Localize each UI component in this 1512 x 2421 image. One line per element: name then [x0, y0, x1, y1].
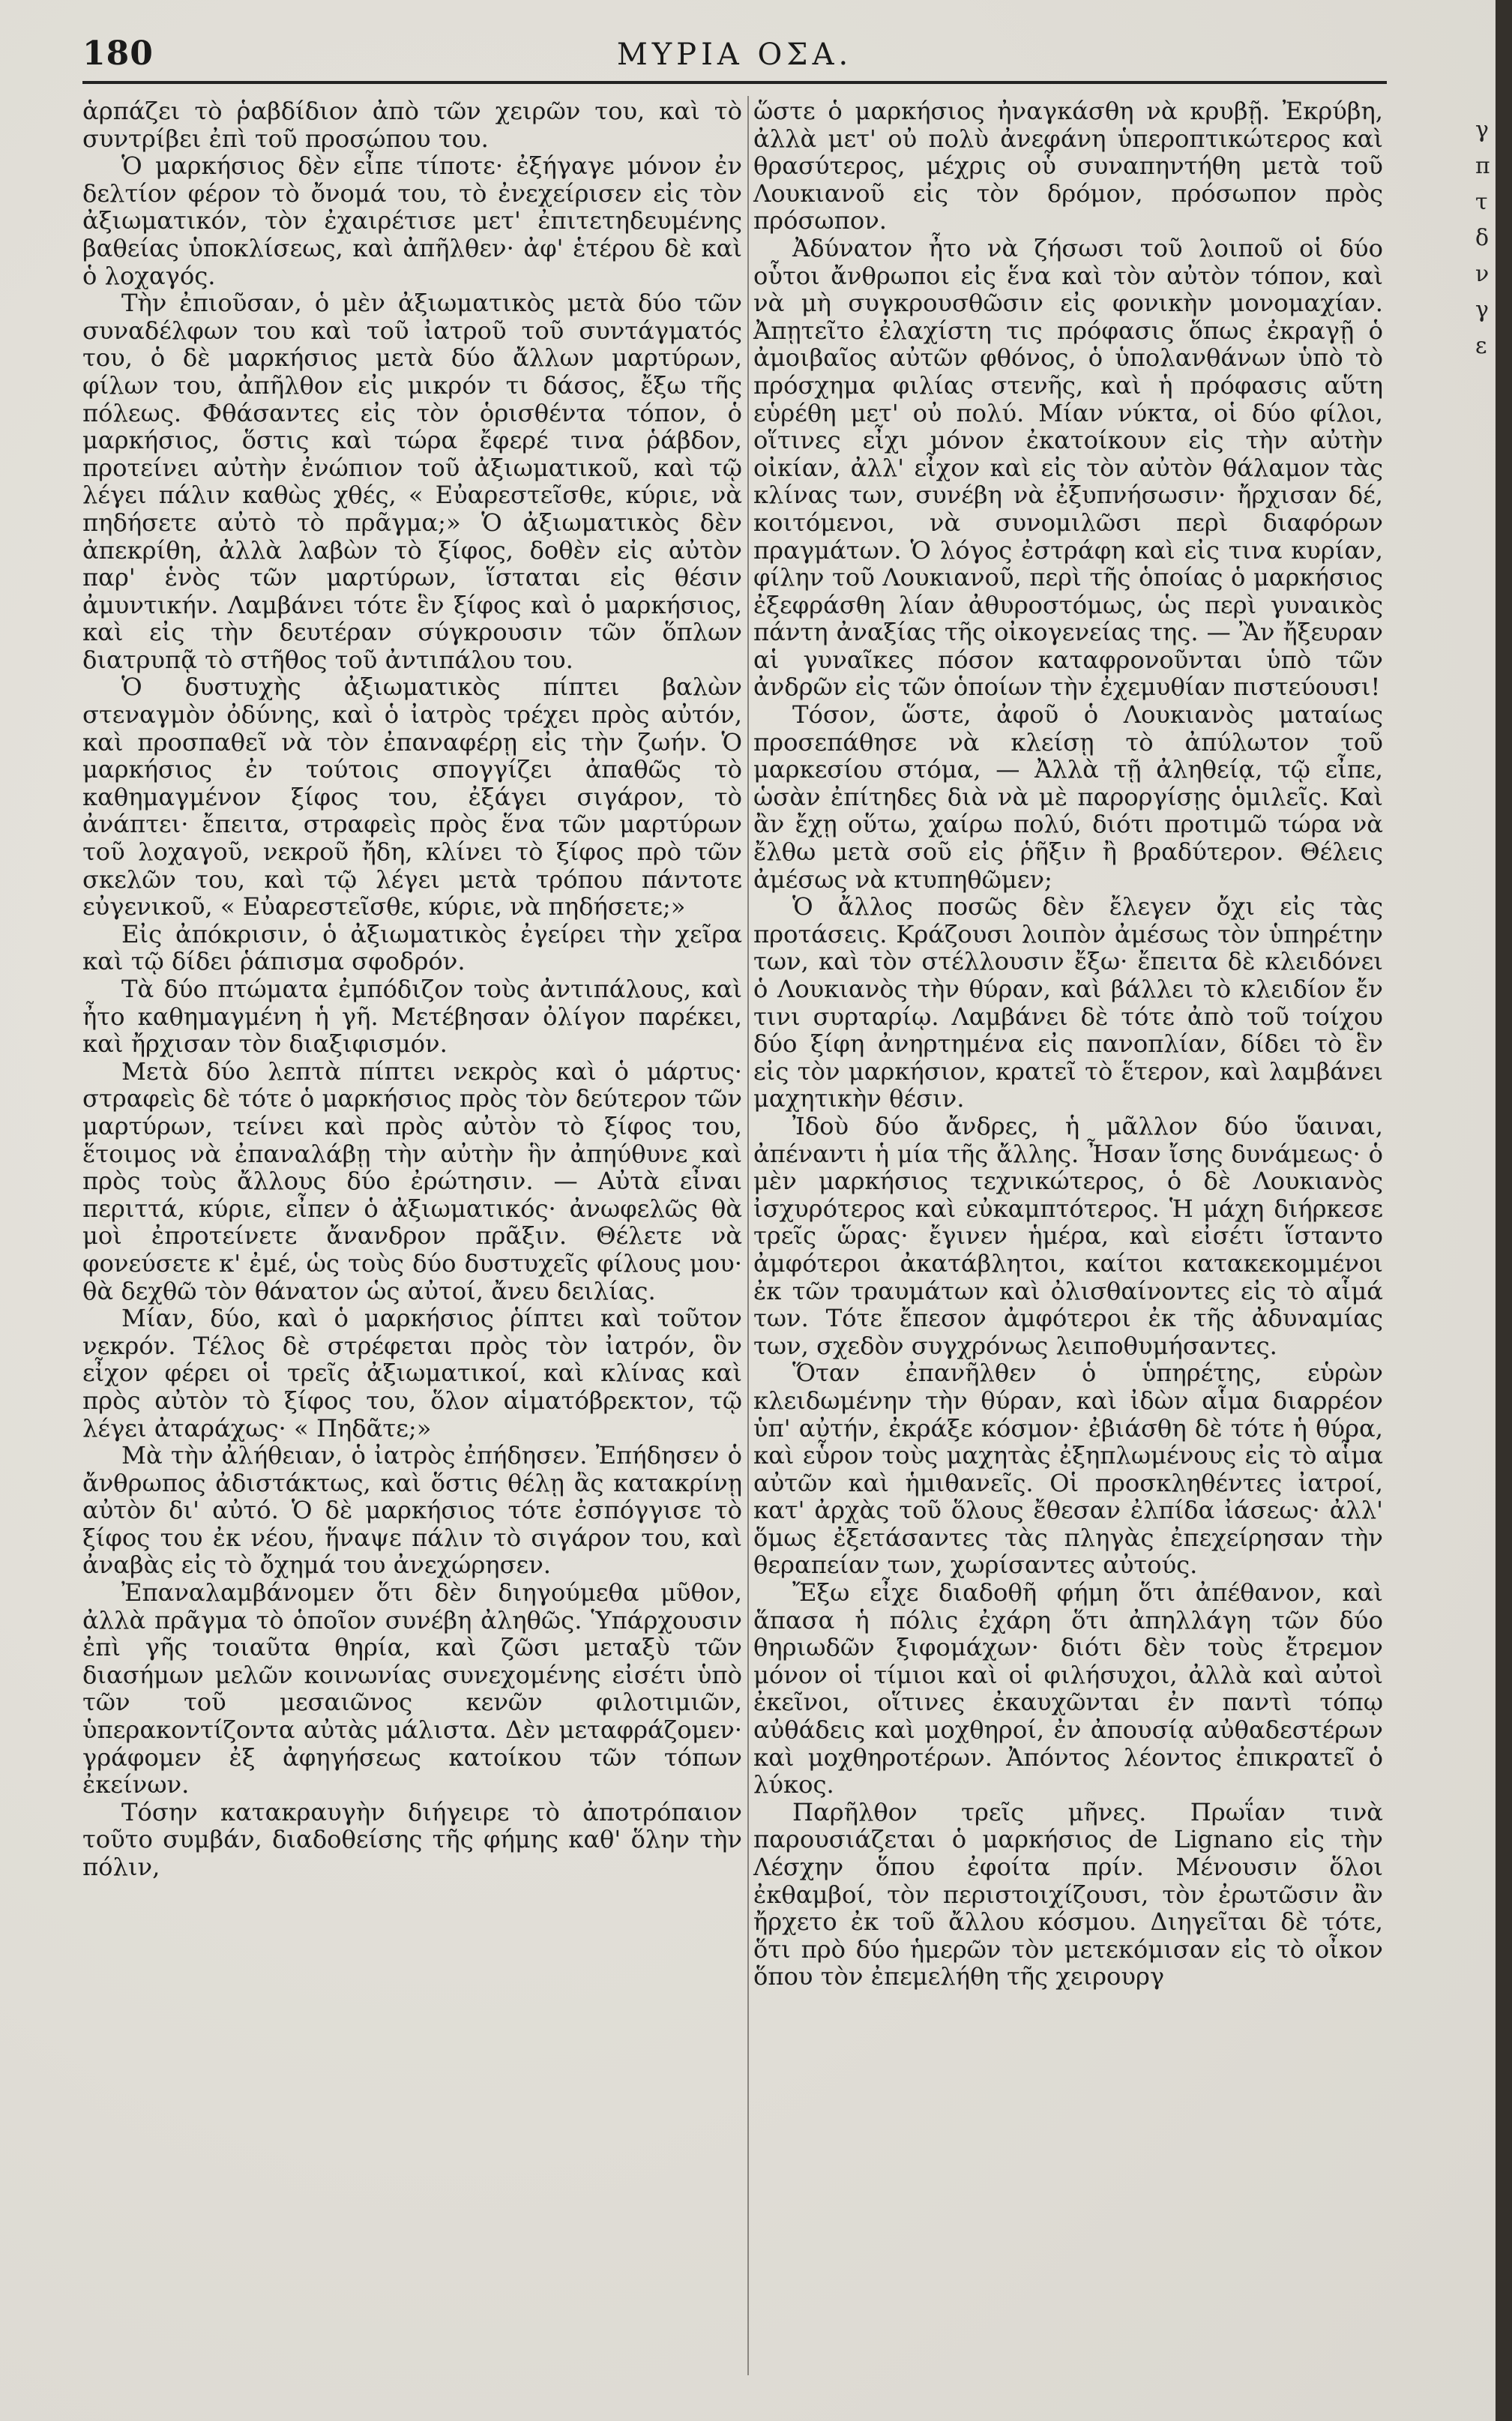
paragraph: Τόσην κατακραυγὴν διήγειρε τὸ ἀποτρόπαιον τοῦτο συμβάν, διαδοθείσης τῆς φήμης καθ' ὅλην τὴν πόλιν, — [82, 1797, 742, 1881]
paragraph: Ὁ ἄλλος ποσῶς δὲν ἔλεγεν ὄχι εἰς τὰς προτάσεις. Κράζουσι λοιπὸν ἀμέσως τὸν ὑπηρέτην των, καὶ τὸν στέλλουσιν ἔξω· ἔπειτα δὲ κλειδόνει ὁ Λουκιανὸς τὴν θύραν, καὶ βάλλει τὸ κλειδίον ἔν τινι συρταρίῳ. Λαμβάνει δὲ τότε ἀπὸ τοῦ τοίχου δύο ξίφη ἀνηρτημένα εἰς πανοπλίαν, δίδει τὸ ἓν εἰς τὸν μαρκήσιον, κρατεῖ τὸ ἕτερον, καὶ λαμβάνει μαχητικὴν θέσιν. — [753, 892, 1383, 1113]
left-column — [82, 97, 742, 1881]
paragraph: Μίαν, δύο, καὶ ὁ μαρκήσιος ῥίπτει καὶ τοῦτον νεκρόν. Τέλος δὲ στρέφεται πρὸς τὸν ἰατρόν, ὃν εἶχον φέρει οἱ τρεῖς ἀξιωματικοί, καὶ κλίνας καὶ πρὸς αὐτὸν τὸ ξίφος του, ὅλον αἱματόβρεκτον, τῷ λέγει ἀταράχως· « Πηδᾶτε;» — [82, 1304, 742, 1443]
paragraph: ὥστε ὁ μαρκήσιος ἠναγκάσθη νὰ κρυβῇ. Ἐκρύβη, ἀλλὰ μετ' οὐ πολὺ ἀνεφάνη ὑπεροπτικώτερος καὶ θρασύτερος, μέχρις οὗ συναπηντήθη μετὰ τοῦ Λουκιανοῦ εἰς τὸν δρόμον, πρόσωπον πρὸς πρόσωπον. — [753, 97, 1383, 235]
paragraph: Παρῆλθον τρεῖς μῆνες. Πρωΐαν τινὰ παρουσιάζεται ὁ μαρκήσιος de Lignano εἰς τὴν Λέσχην ὅπου ἐφοίτα πρίν. Μένουσιν ὅλοι ἐκθαμβοί, τὸν περιστοιχίζουσι, τὸν ἐρωτῶσιν ἂν ἤρχετο ἐκ τοῦ ἄλλου κόσμου. Διηγεῖται δὲ τότε, ὅτι πρὸ δύο ἡμερῶν τὸν μετεκόμισαν εἰς τὸ οἶκον ὅπου τὸν ἐπεμελήθη τῆς χειρουργ — [753, 1797, 1383, 1991]
paragraph: Μετὰ δύο λεπτὰ πίπτει νεκρὸς καὶ ὁ μάρτυς· στραφεὶς δὲ τότε ὁ μαρκήσιος πρὸς τὸν δεύτερον τῶν μαρτύρων, τείνει καὶ πρὸς αὐτὸν τὸ ξίφος του, ἕτοιμος νὰ ἐπαναλάβῃ τὴν αὐτὴν ἣν ἀπηύθυνε καὶ πρὸς τοὺς ἄλλους δύο ἐρώτησιν. — Αὐτὰ εἶναι περιττά, κύριε, εἶπεν ὁ ἀξιωματικός· ἀνωφελῶς θὰ μοὶ ἐπροτείνετε ἄνανδρον πρᾶξιν. Θέλετε νὰ φονεύσετε κ' ἐμέ, ὡς τοὺς δύο δυστυχεῖς φίλους μου· θὰ δεχθῶ τὸν θάνατον ὡς αὐτοί, ἄνευ δειλίας. — [82, 1056, 742, 1305]
adjacent-page-edge-text — [1475, 112, 1496, 364]
paragraph: Ὁ μαρκήσιος δὲν εἶπε τίποτε· ἐξήγαγε μόνον ἐν δελτίον φέρον τὸ ὄνομά του, τὸ ἐνεχείρισεν εἰς τὸν ἀξιωματικόν, τὸν ἐχαιρέτισε μετ' ἐπιτετηδευμένης βαθείας ὑποκλίσεως, καὶ ἀπῆλθεν· ἀφ' ἑτέρου δὲ καὶ ὁ λοχαγός. — [82, 151, 742, 290]
paragraph: Ἔξω εἶχε διαδοθῆ φήμη ὅτι ἀπέθανον, καὶ ἅπασα ἡ πόλις ἐχάρη ὅτι ἀπηλλάγη τῶν δύο θηριωδῶν ξιφομάχων· διότι δὲν τοὺς ἔτρεμον μόνον οἱ τίμιοι καὶ οἱ φιλήσυχοι, ἀλλὰ καὶ αὐτοὶ ἐκεῖνοι, οἵτινες ἐκαυχῶνται ἐν παντὶ τόπῳ αὐθάδεις καὶ μοχθηροί, ἐν ἀπουσίᾳ αὐθαδεστέρων καὶ μοχθηροτέρων. Ἀπόντος λέοντος ἐπικρατεῖ ὁ λύκος. — [753, 1578, 1383, 1799]
page-number: 180 — [82, 34, 154, 73]
edge-letter: ν — [1475, 261, 1490, 287]
paragraph: Ὅταν ἐπανῆλθεν ὁ ὑπηρέτης, εὑρὼν κλειδωμένην τὴν θύραν, καὶ ἰδὼν αἷμα διαρρέον ὑπ' αὐτήν, ἐκράξε κόσμον· ἐβιάσθη δὲ τότε ἡ θύρα, καὶ εὗρον τοὺς μαχητὰς ἐξηπλωμένους εἰς τὸ αἷμα αὐτῶν καὶ ἡμιθανεῖς. Οἱ προσκληθέντες ἰατροί, κατ' ἀρχὰς τοῦ ὅλους ἔθεσαν ἐλπίδα ἰάσεως· ἀλλ' ὅμως ἐξετάσαντες τὰς πληγὰς ἐπεχείρησαν τὴν θεραπείαν των, χωρίσαντες αὐτούς. — [753, 1359, 1383, 1580]
header-rule — [82, 81, 1387, 84]
paragraph: Ἰδοὺ δύο ἄνδρες, ἡ μᾶλλον δύο ὕαιναι, ἀπέναντι ἡ μία τῆς ἄλλης. Ἦσαν ἴσης δυνάμεως· ὁ μὲν μαρκήσιος τεχνικώτερος, ὁ δὲ Λουκιανὸς ἰσχυρότερος καὶ εὐκαμπτότερος. Ἡ μάχη διήρκεσε τρεῖς ὥρας· ἔγινεν ἡμέρα, καὶ εἰσέτι ἵσταντο ἀμφότεροι ἀκατάβλητοι, καίτοι κατακεκομμένοι ἐκ τῶν τραυμάτων καὶ ὀλισθαίνοντες εἰς τὸ αἷμά των. Τότε ἔπεσον ἀμφότεροι ἐκ τῆς ἀδυναμίας των, σχεδὸν συγχρόνως λειποθυμήσαντες. — [753, 1111, 1383, 1360]
column-divider — [747, 96, 749, 2375]
edge-letter: γ — [1475, 117, 1489, 143]
paragraph: Μὰ τὴν ἀλήθειαν, ὁ ἰατρὸς ἐπήδησεν. Ἐπήδησεν ὁ ἄνθρωπος ἀδιστάκτως, καὶ ὅστις θέλῃ ἂς κατακρίνῃ αὐτὸν δι' αὐτό. Ὁ δὲ μαρκήσιος τότε ἐσπόγγισε τὸ ξίφος του ἐκ νέου, ἥναψε πάλιν τὸ σιγάρον του, καὶ ἀναβὰς εἰς τὸ ὄχημά του ἀνεχώρησεν. — [82, 1441, 742, 1580]
binding-shadow — [1496, 0, 1512, 2421]
paragraph: Τόσον, ὥστε, ἀφοῦ ὁ Λουκιανὸς ματαίως προσεπάθησε νὰ κλείσῃ τὸ ἀπύλωτον τοῦ μαρκεσίου στόμα, — Ἀλλὰ τῇ ἀληθείᾳ, τῷ εἶπε, ὡσὰν ἐπίτηδες διὰ νὰ μὲ παροργίσῃς ὁμιλεῖς. Καὶ ἂν ἔχῃ οὕτω, χαίρω πολύ, διότι προτιμῶ τώρα νὰ ἔλθω μετὰ σοῦ εἰς ῥῆξιν ἢ βραδύτερον. Θέλεις ἀμέσως νὰ κτυπηθῶμεν; — [753, 700, 1383, 894]
paragraph: ἁρπάζει τὸ ῥαβδίδιον ἀπὸ τῶν χειρῶν του, καὶ τὸ συντρίβει ἐπὶ τοῦ προσώπου του. — [82, 97, 742, 153]
edge-letter: π — [1475, 153, 1490, 179]
paragraph: Ἐπαναλαμβάνομεν ὅτι δὲν διηγούμεθα μῦθον, ἀλλὰ πρᾶγμα τὸ ὁποῖον συνέβη ἀληθῶς. Ὑπάρχουσιν ἐπὶ γῆς τοιαῦτα θηρία, καὶ ζῶσι μεταξὺ τῶν διασήμων μελῶν κοινωνίας συνεχομένης εἰσέτι ὑπὸ τῶν τοῦ μεσαιῶνος κενῶν φιλοτιμιῶν, ὑπερακοντίζοντα αὐτὰς μάλιστα. Δὲν μεταφράζομεν· γράφομεν ἐξ ἀφηγήσεως κατοίκου τῶν τόπων ἐκείνων. — [82, 1578, 742, 1799]
paragraph: Ὁ δυστυχὴς ἀξιωματικὸς πίπτει βαλὼν στεναγμὸν ὀδύνης, καὶ ὁ ἰατρὸς τρέχει πρὸς αὐτόν, καὶ προσπαθεῖ νὰ τὸν ἐπαναφέρῃ εἰς τὴν ζωήν. Ὁ μαρκήσιος ἐν τούτοις σπογγίζει ἀπαθῶς τὸ καθημαγμένον ξίφος του, ἐξάγει σιγάρον, τὸ ἀνάπτει· ἔπειτα, στραφεὶς πρὸς ἕνα τῶν μαρτύρων τοῦ λοχαγοῦ, νεκροῦ ἤδη, κλίνει τὸ ξίφος πρὸ τῶν σκελῶν του, καὶ τῷ λέγει μετὰ τρόπου πάντοτε εὐγενικοῦ, « Εὐαρεστεῖσθε, κύριε, νὰ πηδήσετε;» — [82, 673, 742, 921]
edge-letter: τ — [1475, 189, 1488, 215]
paragraph: Τὴν ἐπιοῦσαν, ὁ μὲν ἀξιωματικὸς μετὰ δύο τῶν συναδέλφων του καὶ τοῦ ἰατροῦ τοῦ συντάγματός του, ὁ δὲ μαρκήσιος μετὰ δύο ἄλλων μαρτύρων, φίλων του, ἀπῆλθον εἰς μικρόν τι δάσος, ἔξω τῆς πόλεως. Φθάσαντες εἰς τὸν ὁρισθέντα τόπον, ὁ μαρκήσιος, ὅστις καὶ τώρα ἔφερέ τινα ῥάβδον, προτείνει αὐτὴν ἐνώπιον τοῦ ἀξιωματικοῦ, καὶ τῷ λέγει πάλιν καθὼς χθές, « Εὐαρεστεῖσθε, κύριε, νὰ πηδήσετε αὐτὸ τὸ πρᾶγμα;» Ὁ ἀξιωματικὸς δὲν ἀπεκρίθη, ἀλλὰ λαβὼν τὸ ξίφος, δοθὲν εἰς αὐτὸν παρ' ἑνὸς τῶν μαρτύρων, ἵσταται εἰς θέσιν ἀμυντικήν. Λαμβάνει τότε ἓν ξίφος καὶ ὁ μαρκήσιος, καὶ εἰς τὴν δευτέραν σύγκρουσιν τῶν ὅπλων διατρυπᾷ τὸ στῆθος τοῦ ἀντιπάλου του. — [82, 289, 742, 674]
edge-letter: ε — [1475, 333, 1487, 359]
paragraph: Τὰ δύο πτώματα ἐμπόδιζον τοὺς ἀντιπάλους, καὶ ἦτο καθημαγμένη ἡ γῆ. Μετέβησαν ὀλίγον παρέκει, καὶ ἤρχισαν τὸν διαξιφισμόν. — [82, 975, 742, 1059]
running-title: ΜΥΡΙΑ ΟΣΑ. — [616, 37, 853, 72]
paragraph: Ἀδύνατον ἦτο νὰ ζήσωσι τοῦ λοιποῦ οἱ δύο οὗτοι ἄνθρωποι εἰς ἕνα καὶ τὸν αὐτὸν τόπον, καὶ νὰ μὴ συγκρουσθῶσιν εἰς φονικὴν μονομαχίαν. Ἀπῃτεῖτο ἐλαχίστη τις πρόφασις ὅπως ἐκραγῇ ὁ ἀμοιβαῖος αὐτῶν φθόνος, ὁ ὑπολανθάνων ὑπὸ τὸ πρόσχημα φιλίας στενῆς, καὶ ἡ πρόφασις αὕτη εὑρέθη μετ' οὐ πολύ. Μίαν νύκτα, οἱ δύο φίλοι, οἵτινες εἶχι μόνον ἐκατοίκουν εἰς τὴν αὐτὴν οἰκίαν, ἀλλ' εἶχον καὶ εἰς τὸν αὐτὸν θάλαμον τὰς κλίνας των, συνέβη νὰ ἐξυπνήσωσιν· ἤρχισαν δέ, κοιτόμενοι, νὰ συνομιλῶσι περὶ διαφόρων πραγμάτων. Ὁ λόγος ἐστράφη καὶ εἰς τινα κυρίαν, φίλην τοῦ Λουκιανοῦ, περὶ τῆς ὁποίας ὁ μαρκήσιος ἐξεφράσθη λίαν ἀθυροστόμως, ὡς περὶ γυναικὸς πάντη ἀναξίας τῆς οἰκογενείας της. — Ἂν ἤξευραν αἱ γυναῖκες πόσον καταφρονοῦνται ὑπὸ τῶν ἀνδρῶν εἰς τῶν ὁποίων τὴν ἐχεμυθίαν πιστεύουσι! — [753, 233, 1383, 702]
edge-letter: γ — [1475, 297, 1489, 323]
edge-letter: δ — [1475, 225, 1490, 251]
paragraph: Εἰς ἀπόκρισιν, ὁ ἀξιωματικὸς ἐγείρει τὴν χεῖρα καὶ τῷ δίδει ῥάπισμα σφοδρόν. — [82, 919, 742, 976]
page-header — [82, 28, 1387, 81]
right-column — [753, 97, 1383, 1991]
